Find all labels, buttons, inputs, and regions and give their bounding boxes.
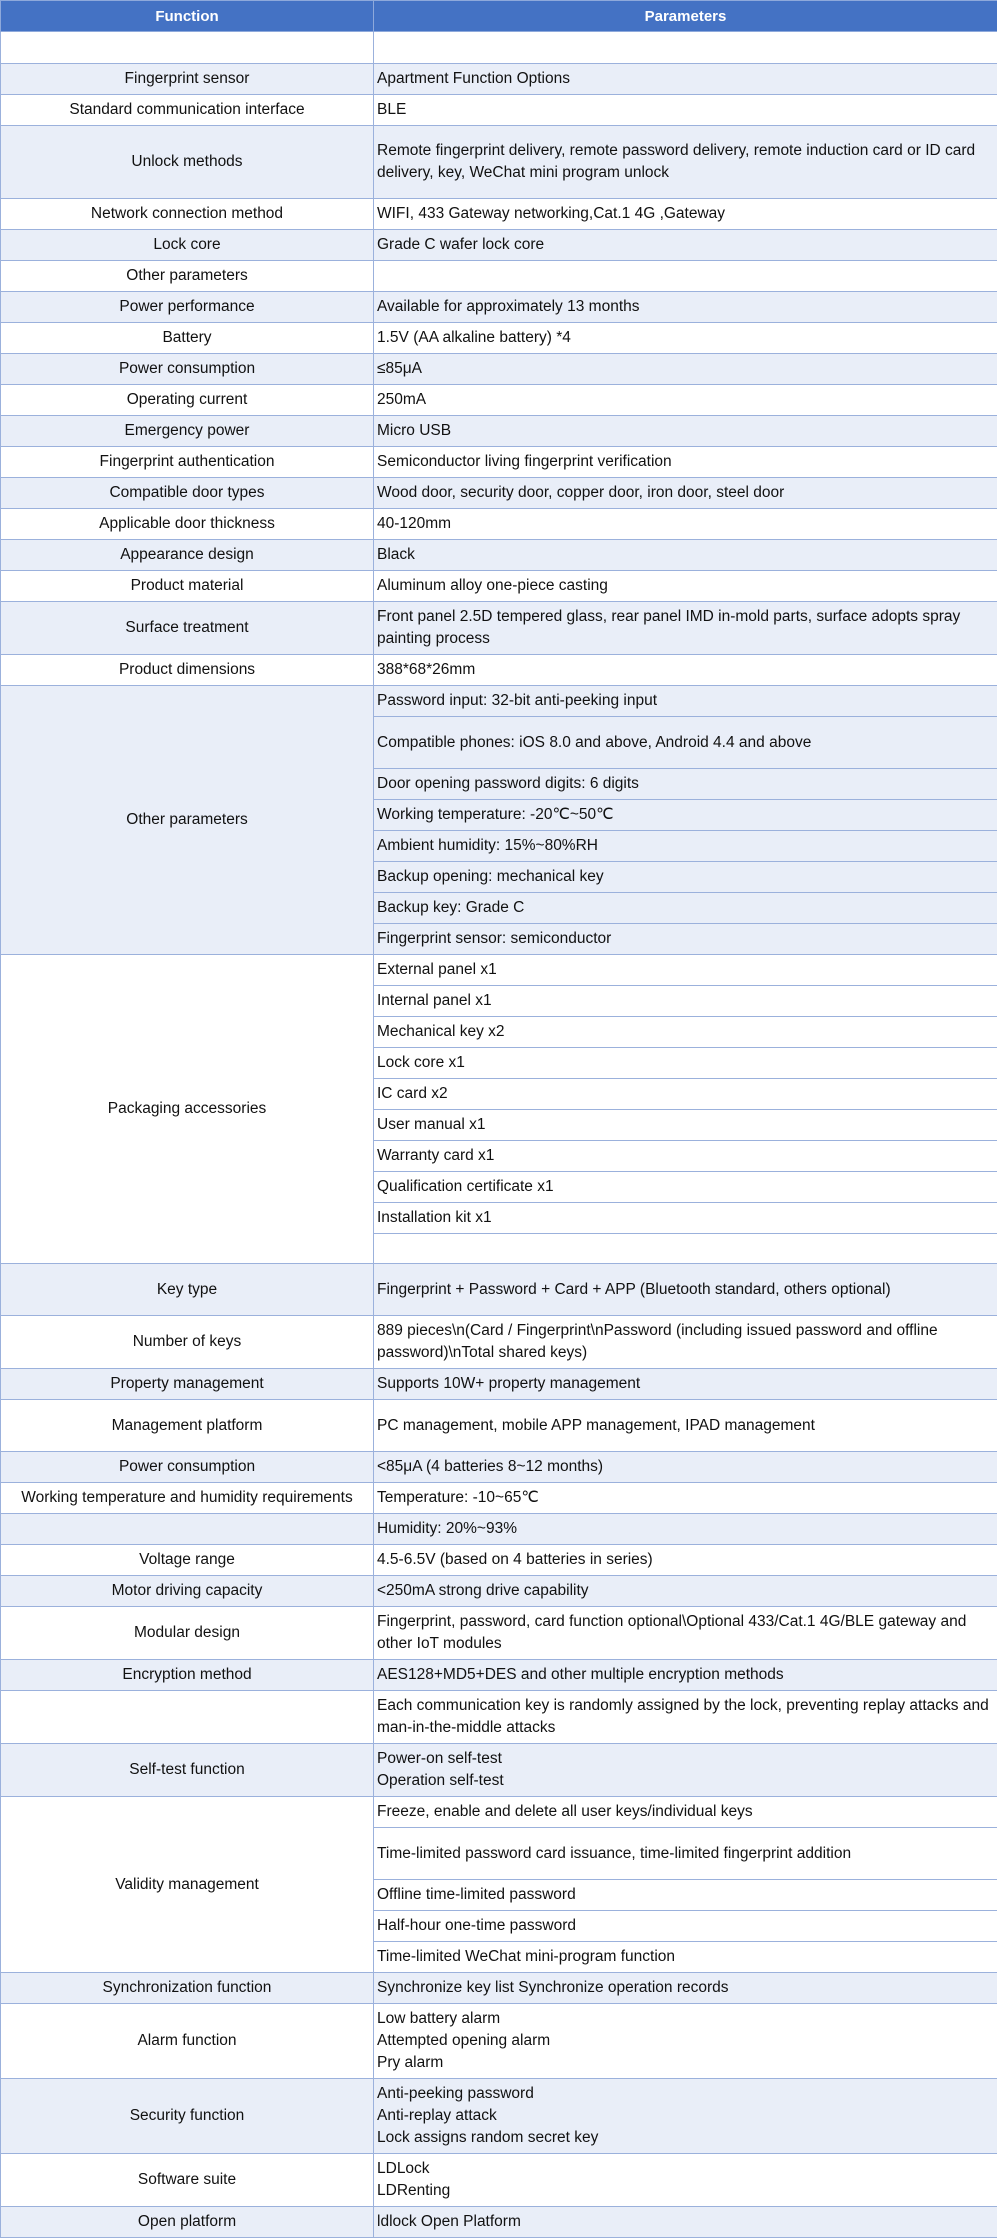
function-cell: Other parameters — [1, 261, 374, 292]
parameter-cell: PC management, mobile APP management, IPAD management — [374, 1400, 997, 1452]
parameter-cell: Password input: 32-bit anti-peeking input — [374, 686, 997, 717]
parameter-cell: 889 pieces\n(Card / Fingerprint\nPassword (including issued password and offline password)\nTotal shared keys) — [374, 1316, 997, 1369]
function-cell — [1, 32, 374, 64]
parameter-cell: Synchronize key list Synchronize operation records — [374, 1973, 997, 2004]
function-cell: Working temperature and humidity requirements — [1, 1483, 374, 1514]
parameter-cell: User manual x1 — [374, 1110, 997, 1141]
parameter-cell: External panel x1 — [374, 955, 997, 986]
parameter-cell: Fingerprint + Password + Card + APP (Bluetooth standard, others optional) — [374, 1264, 997, 1316]
parameter-cell: Compatible phones: iOS 8.0 and above, Android 4.4 and above — [374, 717, 997, 769]
parameter-cell — [374, 32, 997, 64]
table-row — [1, 602, 997, 655]
parameter-cell: Lock core x1 — [374, 1048, 997, 1079]
parameter-cell: LDLock LDRenting — [374, 2154, 997, 2207]
table-row — [1, 292, 997, 323]
header-row — [1, 1, 997, 32]
table-row — [1, 64, 997, 95]
parameter-cell: Time-limited password card issuance, time-limited fingerprint addition — [374, 1828, 997, 1880]
parameter-cell: Wood door, security door, copper door, iron door, steel door — [374, 478, 997, 509]
parameter-cell: Front panel 2.5D tempered glass, rear panel IMD in-mold parts, surface adopts spray painting process — [374, 602, 997, 655]
parameter-cell: ldlock Open Platform — [374, 2207, 997, 2238]
function-cell: Alarm function — [1, 2004, 374, 2079]
parameter-cell — [374, 1234, 997, 1264]
function-cell: Self-test function — [1, 1744, 374, 1797]
parameter-cell — [374, 261, 997, 292]
table-row — [1, 1576, 997, 1607]
function-cell: Power consumption — [1, 354, 374, 385]
parameter-cell: Warranty card x1 — [374, 1141, 997, 1172]
function-cell: Standard communication interface — [1, 95, 374, 126]
function-cell: Validity management — [1, 1797, 374, 1973]
table-row — [1, 126, 997, 199]
table-row — [1, 95, 997, 126]
parameter-cell: Temperature: -10~65℃ — [374, 1483, 997, 1514]
function-cell: Product material — [1, 571, 374, 602]
table-row — [1, 1264, 997, 1316]
function-cell: Management platform — [1, 1400, 374, 1452]
function-cell: Applicable door thickness — [1, 509, 374, 540]
table-row — [1, 2207, 997, 2238]
function-cell: Software suite — [1, 2154, 374, 2207]
table-row — [1, 261, 997, 292]
table-row — [1, 1316, 997, 1369]
function-cell: Product dimensions — [1, 655, 374, 686]
parameter-cell: Backup opening: mechanical key — [374, 862, 997, 893]
function-cell: Lock core — [1, 230, 374, 261]
table-row — [1, 199, 997, 230]
parameter-cell: Door opening password digits: 6 digits — [374, 769, 997, 800]
parameter-cell: 250mA — [374, 385, 997, 416]
function-cell: Unlock methods — [1, 126, 374, 199]
function-cell: Packaging accessories — [1, 955, 374, 1264]
table-row — [1, 32, 997, 64]
function-cell: Modular design — [1, 1607, 374, 1660]
parameter-cell: Each communication key is randomly assigned by the lock, preventing replay attacks and man-in-the-middle attacks — [374, 1691, 997, 1744]
parameter-cell: Fingerprint sensor: semiconductor — [374, 924, 997, 955]
table-row — [1, 447, 997, 478]
parameter-cell: Remote fingerprint delivery, remote password delivery, remote induction card or ID card delivery, key, WeChat mini program unlock — [374, 126, 997, 199]
table-row — [1, 655, 997, 686]
table-row — [1, 478, 997, 509]
function-cell: Power consumption — [1, 1452, 374, 1483]
table-row — [1, 1973, 997, 2004]
table-row — [1, 571, 997, 602]
parameter-cell: Qualification certificate x1 — [374, 1172, 997, 1203]
parameter-cell: Offline time-limited password — [374, 1880, 997, 1911]
table-row — [1, 2154, 997, 2207]
parameter-cell: Ambient humidity: 15%~80%RH — [374, 831, 997, 862]
parameter-cell: AES128+MD5+DES and other multiple encryption methods — [374, 1660, 997, 1691]
parameter-cell: Backup key: Grade C — [374, 893, 997, 924]
function-cell: Voltage range — [1, 1545, 374, 1576]
function-cell: Battery — [1, 323, 374, 354]
table-row — [1, 385, 997, 416]
table-row — [1, 1797, 997, 1828]
function-cell: Emergency power — [1, 416, 374, 447]
table-row — [1, 1483, 997, 1514]
parameters-header: Parameters — [374, 1, 997, 32]
parameter-cell: 1.5V (AA alkaline battery) *4 — [374, 323, 997, 354]
parameter-cell: IC card x2 — [374, 1079, 997, 1110]
table-row — [1, 1369, 997, 1400]
table-row — [1, 1660, 997, 1691]
parameter-cell: WIFI, 433 Gateway networking,Cat.1 4G ,Gateway — [374, 199, 997, 230]
function-cell: Fingerprint sensor — [1, 64, 374, 95]
parameter-cell: 40-120mm — [374, 509, 997, 540]
function-header: Function — [1, 1, 374, 32]
parameter-cell: Freeze, enable and delete all user keys/individual keys — [374, 1797, 997, 1828]
function-cell: Key type — [1, 1264, 374, 1316]
function-cell: Property management — [1, 1369, 374, 1400]
parameter-cell: Installation kit x1 — [374, 1203, 997, 1234]
parameter-cell: Supports 10W+ property management — [374, 1369, 997, 1400]
parameter-cell: Internal panel x1 — [374, 986, 997, 1017]
parameter-cell: Humidity: 20%~93% — [374, 1514, 997, 1545]
table-row — [1, 354, 997, 385]
table-row — [1, 1400, 997, 1452]
parameter-cell: Anti-peeking password Anti-replay attack Lock assigns random secret key — [374, 2079, 997, 2154]
parameter-cell: Aluminum alloy one-piece casting — [374, 571, 997, 602]
parameter-cell: Low battery alarm Attempted opening alarm Pry alarm — [374, 2004, 997, 2079]
parameter-cell: Fingerprint, password, card function optional\Optional 433/Cat.1 4G/BLE gateway and other IoT modules — [374, 1607, 997, 1660]
table-row — [1, 1607, 997, 1660]
table-row — [1, 1744, 997, 1797]
parameter-cell: BLE — [374, 95, 997, 126]
parameter-cell: Apartment Function Options — [374, 64, 997, 95]
parameter-cell: Available for approximately 13 months — [374, 292, 997, 323]
function-cell: Compatible door types — [1, 478, 374, 509]
parameter-cell: Time-limited WeChat mini-program function — [374, 1942, 997, 1973]
parameter-cell: Half-hour one-time password — [374, 1911, 997, 1942]
table-row — [1, 955, 997, 986]
function-cell: Motor driving capacity — [1, 1576, 374, 1607]
table-row — [1, 1452, 997, 1483]
function-cell: Encryption method — [1, 1660, 374, 1691]
parameter-cell: Micro USB — [374, 416, 997, 447]
function-cell: Network connection method — [1, 199, 374, 230]
parameter-cell: Black — [374, 540, 997, 571]
function-cell: Appearance design — [1, 540, 374, 571]
spec-body — [1, 32, 997, 2238]
parameter-cell: ≤85μA — [374, 354, 997, 385]
function-cell: Surface treatment — [1, 602, 374, 655]
parameter-cell: 4.5-6.5V (based on 4 batteries in series) — [374, 1545, 997, 1576]
parameter-cell: Power-on self-test Operation self-test — [374, 1744, 997, 1797]
table-row — [1, 540, 997, 571]
parameter-cell: Grade C wafer lock core — [374, 230, 997, 261]
table-row — [1, 416, 997, 447]
table-row — [1, 686, 997, 717]
function-cell: Operating current — [1, 385, 374, 416]
function-cell: Synchronization function — [1, 1973, 374, 2004]
function-cell: Open platform — [1, 2207, 374, 2238]
parameter-cell: Semiconductor living fingerprint verification — [374, 447, 997, 478]
parameter-cell: Working temperature: -20℃~50℃ — [374, 800, 997, 831]
function-cell: Fingerprint authentication — [1, 447, 374, 478]
function-cell — [1, 1514, 374, 1545]
table-row — [1, 230, 997, 261]
table-row — [1, 1514, 997, 1545]
function-cell: Security function — [1, 2079, 374, 2154]
table-row — [1, 2079, 997, 2154]
table-row — [1, 1545, 997, 1576]
parameter-cell: 388*68*26mm — [374, 655, 997, 686]
table-row — [1, 2004, 997, 2079]
table-row — [1, 323, 997, 354]
table-row — [1, 1691, 997, 1744]
function-cell: Other parameters — [1, 686, 374, 955]
table-row — [1, 509, 997, 540]
function-cell: Number of keys — [1, 1316, 374, 1369]
parameter-cell: Mechanical key x2 — [374, 1017, 997, 1048]
parameter-cell: <85μA (4 batteries 8~12 months) — [374, 1452, 997, 1483]
function-cell — [1, 1691, 374, 1744]
parameter-cell: <250mA strong drive capability — [374, 1576, 997, 1607]
function-cell: Power performance — [1, 292, 374, 323]
